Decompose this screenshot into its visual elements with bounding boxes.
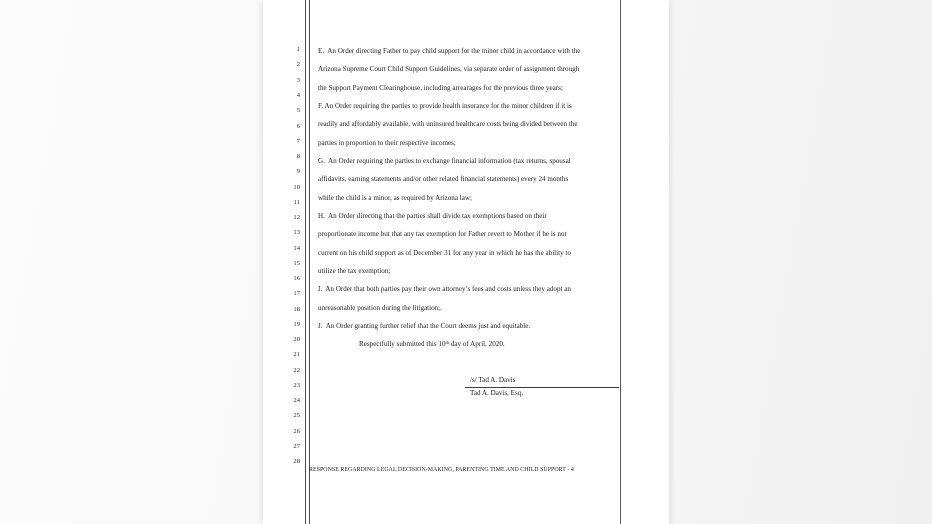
line-number: 16 [293,275,300,283]
page-footer-title: RESPONSE REGARDING LEGAL DECISION-MAKING, PARENTING TIME AND CHILD SUPPORT - 4 [309,467,574,473]
line-number: 1 [296,46,300,54]
body-line: unreasonable position during the litigation;. [318,303,442,312]
line-number: 28 [293,458,300,466]
line-number: 25 [293,412,300,420]
line-number: 9 [296,168,300,176]
body-line: G. An Order requiring the parties to exchange financial information (tax returns, spousal [318,156,571,165]
line-number: 20 [293,336,300,344]
signature-esignature: /s/ Tad A. Davis [465,375,619,388]
body-line: proportionate income but that any tax exemption for Father revert to Mother if he is not [318,230,567,239]
body-line: J. An Order granting further relief that the Court deems just and equitable. [318,321,531,330]
line-number: 18 [293,305,300,313]
ordinal-superscript: th [445,340,450,346]
signature-block [465,375,619,399]
body-lines [318,42,620,335]
line-number: 17 [293,290,300,298]
signature-printed-name: Tad A. Davis, Esq. [470,389,524,397]
body-line: the Support Payment Clearinghouse, including arrearages for the previous three years; [318,83,563,92]
body-line: current on his child support as of December 31 for any year in which he has the ability to [318,248,571,257]
body-line: E. An Order directing Father to pay child support for the minor child in accordance with the [318,47,581,55]
body-line: utilize the tax exemption; [318,266,391,275]
body-text [318,42,620,354]
line-number: 14 [293,244,300,252]
body-line: Arizona Supreme Court Child Support Guidelines, via separate order of assignment through [318,65,580,74]
line-number-column [263,0,302,524]
line-number: 2 [296,61,300,69]
line-number: 21 [293,351,300,359]
line-number: 11 [293,198,300,206]
body-line: F. An Order requiring the parties to provide health insurance for the minor children if it is [318,101,572,110]
line-number: 3 [296,76,300,84]
line-number: 15 [293,259,300,267]
pleading-rule-right [620,0,621,524]
body-line: H. An Order directing that the parties shall divide tax exemptions based on their [318,211,547,220]
line-number: 24 [293,397,300,405]
line-number: 5 [296,107,300,115]
body-line: affidavits, earning statements and/or other related financial statements) every 24 months [318,175,569,184]
body-line: parties in proportion to their respective incomes; [318,138,456,147]
line-number: 13 [293,229,300,237]
submission-line [318,335,620,353]
line-number: 23 [293,381,300,389]
line-number: 22 [293,366,300,374]
submission-text-before: Respectfully submitted this 10 [359,340,446,349]
line-number: 7 [296,137,300,145]
line-number: 26 [293,427,300,435]
line-number: 27 [293,442,300,450]
line-number: 10 [293,183,300,191]
submission-text-after: day of April, 2020. [449,340,505,349]
line-number: 6 [296,122,300,130]
pleading-double-rule-left [305,0,310,524]
line-number: 19 [293,320,300,328]
pleading-page [263,0,669,524]
line-number: 4 [296,91,300,99]
body-line: while the child is a minor, as required by Arizona law; [318,193,472,202]
line-number: 8 [296,153,300,161]
body-line: readily and affordably available, with uninsured healthcare costs being divided between the [318,120,578,129]
body-line: I. An Order that both parties pay their own attorney’s fees and costs unless they adopt an [318,285,571,294]
line-number: 12 [293,214,300,222]
